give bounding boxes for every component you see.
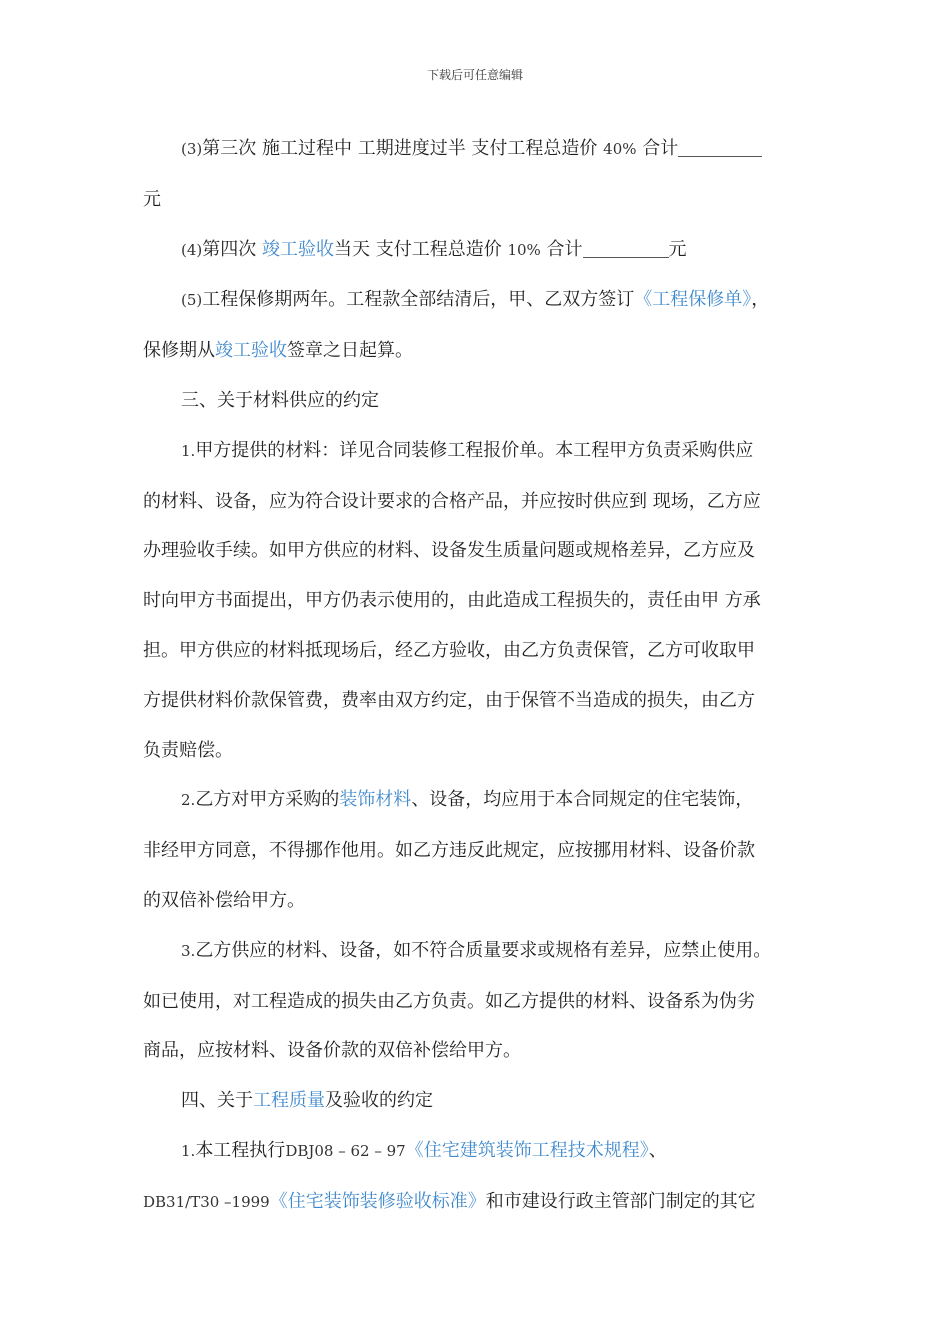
clause-text: 元	[668, 238, 687, 260]
clause-text: 签章之日起算。	[287, 340, 413, 362]
item-text: 、设备，均应用于本合同规定的住宅装饰，	[411, 789, 754, 811]
clause-text: 工程保修期两年。工程款全部结清后，甲、乙双方签订	[202, 289, 635, 311]
clause-number: (5)	[181, 291, 203, 310]
section-heading-quality	[143, 1076, 813, 1126]
materials-item-1-line: 负责赔偿。	[143, 739, 233, 761]
clause-number: (4)	[181, 240, 203, 259]
item-number: 3.	[181, 941, 196, 960]
item-text: 和市建设行政主管部门制定的其它	[485, 1190, 756, 1212]
section-heading-materials: 三、关于材料供应的约定	[181, 389, 379, 411]
heading-text: 及验收的约定	[325, 1090, 433, 1112]
page-header: 下载后可任意编辑	[426, 68, 523, 82]
warranty-clause	[143, 275, 813, 326]
materials-item-2	[143, 775, 813, 826]
clause-text: 第三次 施工过程中 工期进度过半 支付工程总造价	[202, 138, 598, 159]
item-text: 乙方供应的材料、设备，如不符合质量要求或规格有差异，应禁止使用。	[195, 939, 772, 961]
warranty-form-link[interactable]: 《工程保修单》	[634, 289, 752, 311]
materials-item-2-line: 的双倍补偿给甲方。	[143, 889, 305, 911]
quality-item-1	[143, 1126, 813, 1177]
clause-text: 保修期从	[143, 340, 215, 362]
standard-code: DBJ08 – 62 – 97	[285, 1141, 406, 1160]
materials-item-3-line: 商品，应按材料、设备价款的双倍补偿给甲方。	[143, 1040, 521, 1062]
decoration-materials-link[interactable]: 装饰材料	[339, 789, 412, 811]
materials-item-2-line: 非经甲方同意，不得挪作他用。如乙方违反此规定，应按挪用材料、设备价款	[143, 840, 755, 862]
clause-number: (3)	[181, 140, 203, 158]
materials-item-1-line: 的材料、设备，应为符合设计要求的合格产品，并应按时供应到 现场，乙方应	[143, 490, 761, 512]
item-number: 2.	[181, 791, 196, 810]
item-number: 1.	[181, 441, 196, 460]
materials-item-1-line: 担。甲方供应的材料抵现场后，经乙方验收，由乙方负责保管，乙方可收取甲	[143, 639, 755, 661]
payment-clause-3-cont: 元	[143, 188, 161, 210]
clause-text: 合计	[540, 238, 583, 260]
materials-item-1-line: 时向甲方书面提出，甲方仍表示使用的，由此造成工程损失的，责任由甲 方承	[143, 590, 761, 612]
item-text: 本工程执行	[195, 1139, 286, 1161]
heading-text: 四、关于	[181, 1090, 253, 1112]
percentage: 10%	[507, 240, 541, 259]
amount-blank	[583, 237, 669, 258]
item-text: 甲方提供的材料：详见合同装修工程报价单。本工程甲方负责采购供应	[195, 439, 754, 461]
completion-acceptance-link[interactable]: 竣工验收	[215, 340, 287, 362]
engineering-quality-link[interactable]: 工程质量	[253, 1090, 325, 1112]
item-text: 乙方对甲方采购的	[195, 789, 340, 811]
materials-item-1-line: 方提供材料价款保管费，费率由双方约定，由于保管不当造成的损失，由乙方	[143, 689, 755, 711]
standard-code: DB31/T30 –1999	[143, 1192, 270, 1211]
percentage: 40%	[603, 140, 637, 158]
payment-clause-4	[143, 225, 813, 276]
amount-blank	[678, 136, 762, 157]
materials-item-1	[143, 426, 813, 477]
payment-clause-3	[143, 124, 813, 175]
item-text: 、	[648, 1139, 667, 1161]
quality-item-1-line	[143, 1177, 813, 1228]
materials-item-3	[143, 926, 813, 977]
technical-regulation-link[interactable]: 《住宅建筑装饰工程技术规程》	[405, 1139, 649, 1161]
item-number: 1.	[181, 1141, 196, 1160]
acceptance-standard-link[interactable]: 《住宅装饰装修验收标准》	[269, 1190, 486, 1212]
clause-text: 第四次	[202, 238, 262, 260]
document-body	[143, 124, 813, 1228]
materials-item-1-line: 办理验收手续。如甲方供应的材料、设备发生质量问题或规格差异，乙方应及	[143, 540, 755, 562]
clause-text: ，	[751, 289, 770, 311]
clause-text: 当天 支付工程总造价	[333, 238, 502, 260]
warranty-clause-cont	[143, 326, 813, 376]
clause-text: 合计	[636, 138, 679, 159]
completion-acceptance-link[interactable]: 竣工验收	[261, 238, 334, 260]
materials-item-3-line: 如已使用，对工程造成的损失由乙方负责。如乙方提供的材料、设备系为伪劣	[143, 990, 755, 1012]
